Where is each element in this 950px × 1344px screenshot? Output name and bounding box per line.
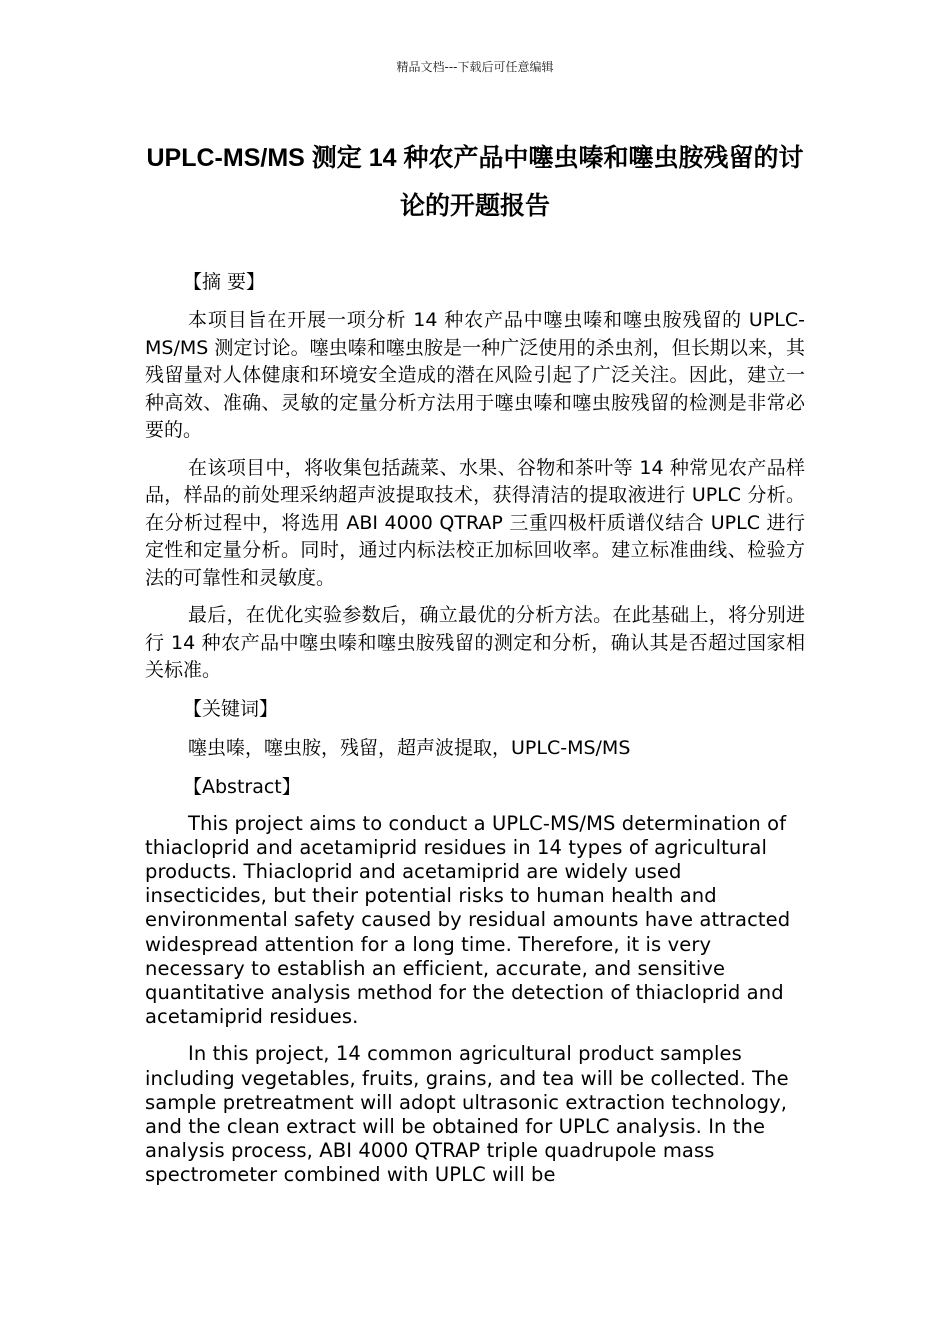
document-title: UPLC-MS/MS 测定 14 种农产品中噻虫嗪和噻虫胺残留的讨论的开题报告 bbox=[146, 144, 804, 220]
abstract-cn-heading: 【摘 要】 bbox=[183, 271, 266, 293]
page-header-note: 精品文档---下载后可任意编辑 bbox=[396, 60, 554, 74]
abstract-en-paragraph: In this project, 14 common agricultural product samples including vegetables, fruits, grains, and tea will be collected. The sample pretreatment will adopt ultrasonic extraction technology, and the clean extract will be obtained for UPLC analysis. In the analysis process, ABI 4000 QTRAP triple quadrupole mass spectrometer combined with UPLC will be bbox=[145, 1042, 789, 1187]
abstract-en-heading: 【Abstract】 bbox=[183, 775, 301, 798]
keywords-cn-text: 噻虫嗪，噻虫胺，残留，超声波提取，UPLC-MS/MS bbox=[188, 736, 631, 759]
document-body bbox=[145, 268, 805, 1201]
abstract-cn-paragraph: 本项目旨在开展一项分析 14 种农产品中噻虫嗪和噻虫胺残留的 UPLC-MS/MS 测定讨论。噻虫嗪和噻虫胺是一种广泛使用的杀虫剂，但长期以来，其残留量对人体健康和环境安全造成的潜在风险引起了广泛关注。因此，建立一种高效、准确、灵敏的定量分析方法用于噻虫嗪和噻虫胺残留的检测是非常必要的。 bbox=[145, 309, 805, 441]
abstract-cn-paragraph: 最后，在优化实验参数后，确立最优的分析方法。在此基础上，将分别进行 14 种农产品中噻虫嗪和噻虫胺残留的测定和分析，确认其是否超过国家相关标准。 bbox=[145, 604, 805, 681]
abstract-en-paragraph: This project aims to conduct a UPLC-MS/MS determination of thiacloprid and acetamiprid residues in 14 types of agricultural products. Thiacloprid and acetamiprid are widely used insecticides, but their potential risks to human health and environmental safety caused by residual amounts have attracted widespread attention for a long time. Therefore, it is very necessary to establish an efficient, accurate, and sensitive quantitative analysis method for the detection of thiacloprid and acetamiprid residues. bbox=[145, 811, 791, 1029]
keywords-cn-heading: 【关键词】 bbox=[183, 697, 279, 720]
abstract-cn-paragraph: 在该项目中，将收集包括蔬菜、水果、谷物和茶叶等 14 种常见农产品样品，样品的前处理采纳超声波提取技术，获得清洁的提取液进行 UPLC 分析。在分析过程中，将选用 ABI 4000 QTRAP 三重四极杆质谱仪结合 UPLC 进行定性和定量分析。同时，通过内标法校正加标回收率。建立标准曲线、检验方法的可靠性和灵敏度。 bbox=[145, 456, 805, 589]
